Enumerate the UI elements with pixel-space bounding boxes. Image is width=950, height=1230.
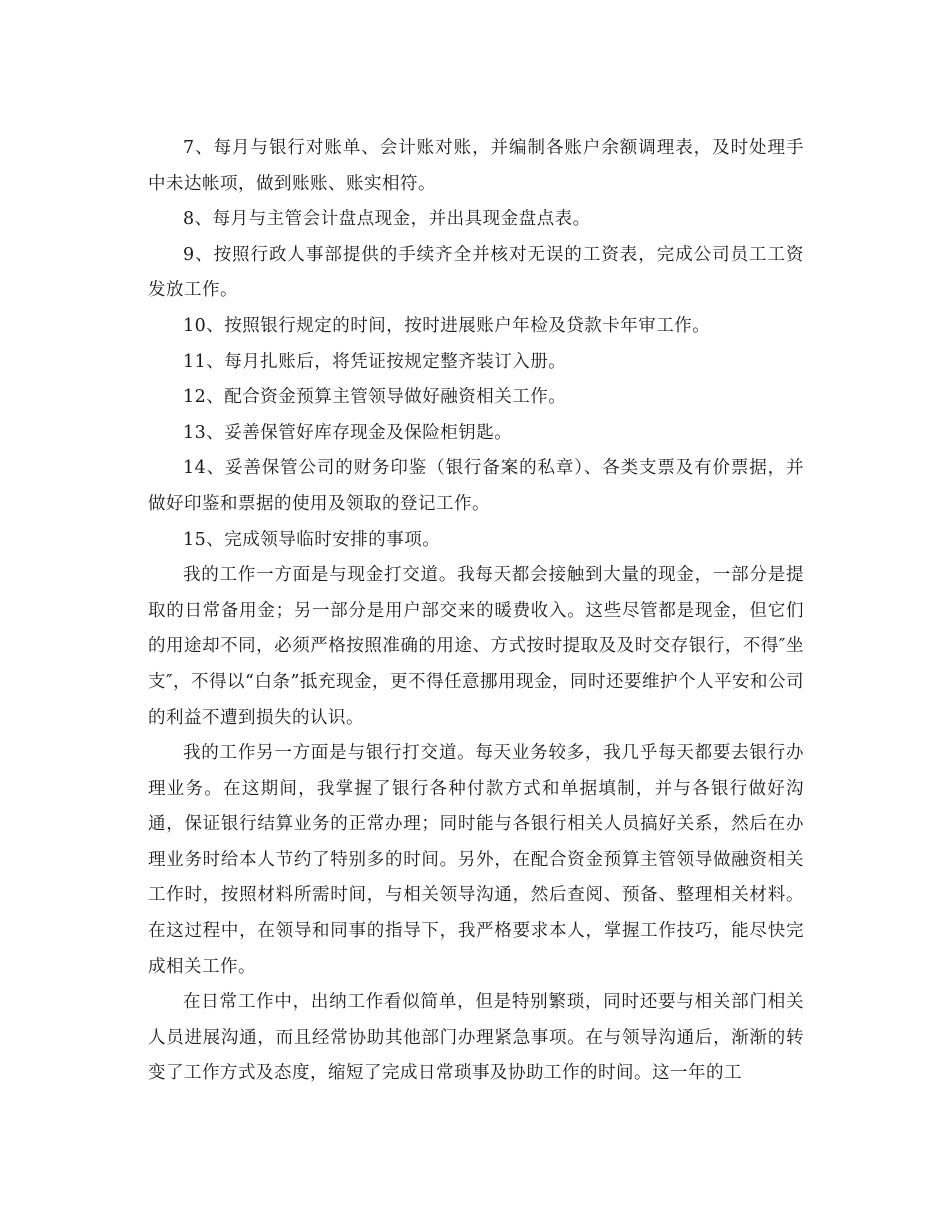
paragraph-item-11: 11、每月扎账后，将凭证按规定整齐装订入册。 [183,351,567,372]
paragraph-bank-work: 我的工作另一方面是与银行打交道。每天业务较多，我几乎每天都要去银行办理业务。在这期间，我掌握了银行各种付款方式和单据填制，并与各银行做好沟通，保证银行结算业务的正常办理；同时能与各银行相关人员搞好关系，然后在办理业务时给本人节约了特别多的时间。另外，在配合资金预算主管领导做融资相关工作时，按照材料所需时间，与相关领导沟通，然后查阅、预备、整理相关材料。在这过程中，在领导和同事的指导下，我严格要求本人，掌握工作技巧，能尽快完成相关工作。 [148,743,804,977]
paragraph-item-8: 8、每月与主管会计盘点现金，并出具现金盘点表。 [183,209,591,230]
paragraph-item-7: 7、每月与银行对账单、会计账对账，并编制各账户余额调理表，及时处理手中未达帐项，做到账账、账实相符。 [148,138,804,194]
paragraph-item-9: 9、按照行政人事部提供的手续齐全并核对无误的工资表，完成公司员工工资发放工作。 [148,244,804,301]
paragraph-item-12: 12、配合资金预算主管领导做好融资相关工作。 [183,387,567,408]
paragraph-item-10: 10、按照银行规定的时间，按时进展账户年检及贷款卡年审工作。 [183,315,711,336]
paragraph-daily-work: 在日常工作中，出纳工作看似简单，但是特别繁琐，同时还要与相关部门相关人员进展沟通，而且经常协助其他部门办理紧急事项。在与领导沟通后，渐渐的转变了工作方式及态度，缩短了完成日常琐事及协助工作的时间。这一年的工 [148,992,804,1084]
paragraph-item-15: 15、完成领导临时安排的事项。 [183,529,441,550]
paragraph-item-14: 14、妥善保管公司的财务印鉴（银行备案的私章）、各类支票及有价票据，并做好印鉴和票据的使用及领取的登记工作。 [148,458,804,514]
document-body [148,131,804,1092]
paragraph-cash-work: 我的工作一方面是与现金打交道。我每天都会接触到大量的现金，一部分是提取的日常备用金；另一部分是用户部交来的暖费收入。这些尽管都是现金，但它们的用途却不同，必须严格按照准确的用途、方式按时提取及及时交存银行，不得″坐支″，不得以“白条”抵充现金，更不得任意挪用现金，同时还要维护个人平安和公司的利益不遭到损失的认识。 [148,565,804,728]
paragraph-item-13: 13、妥善保管好库存现金及保险柜钥匙。 [183,422,513,443]
